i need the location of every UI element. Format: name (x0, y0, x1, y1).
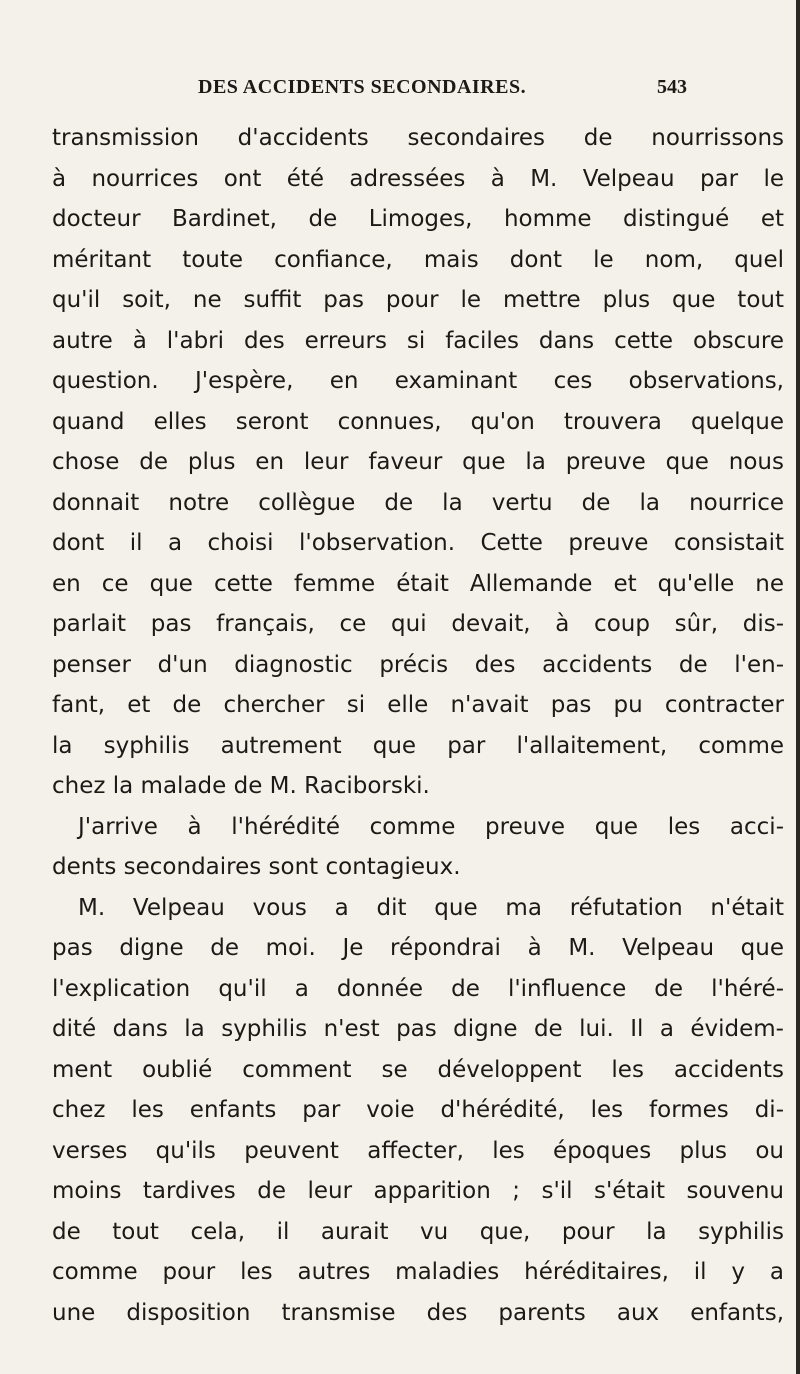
text-line: dité dans la syphilis n'est pas digne de lui. Il a évidem- (52, 1016, 784, 1042)
text-line: docteur Bardinet, de Limoges, homme distingué et (52, 206, 784, 232)
text-line: verses qu'ils peuvent affecter, les époques plus ou (52, 1137, 784, 1164)
body-text (52, 118, 784, 1333)
text-line: en ce que cette femme était Allemande et qu'elle ne (52, 570, 784, 597)
running-title: DES ACCIDENTS SECONDAIRES. (198, 76, 527, 98)
text-line: une disposition transmise des parents aux enfants, (52, 1299, 784, 1326)
text-line: ment oublié comment se développent les accidents (52, 1056, 784, 1083)
text-line: la syphilis autrement que par l'allaitement, comme (52, 732, 784, 759)
text-line: chez les enfants par voie d'hérédité, les formes di- (52, 1097, 784, 1123)
text-line: moins tardives de leur apparition ; s'il s'était souvenu (52, 1178, 784, 1204)
text-line: l'explication qu'il a donnée de l'influence de l'héré- (52, 975, 784, 1002)
text-line: penser d'un diagnostic précis des accidents de l'en- (52, 651, 784, 678)
running-header (0, 76, 800, 106)
text-line: pas digne de moi. Je répondrai à M. Velpeau que (52, 935, 784, 961)
text-line: transmission d'accidents secondaires de nourrissons (52, 125, 784, 151)
text-line: méritant toute confiance, mais dont le nom, quel (52, 246, 784, 273)
text-line: M. Velpeau vous a dit que ma réfutation n'était (78, 894, 784, 921)
text-line: comme pour les autres maladies héréditaires, il y a (52, 1259, 784, 1285)
text-line: à nourrices ont été adressées à M. Velpeau par le (52, 165, 784, 192)
text-line: qu'il soit, ne suffit pas pour le mettre plus que tout (52, 287, 784, 313)
text-line: parlait pas français, ce qui devait, à coup sûr, dis- (52, 611, 784, 637)
text-line: dents secondaires sont contagieux. (52, 854, 461, 880)
text-line: chez la malade de M. Raciborski. (52, 773, 430, 799)
text-line: quand elles seront connues, qu'on trouvera quelque (52, 408, 784, 435)
text-line: chose de plus en leur faveur que la preuve que nous (52, 449, 784, 475)
text-line: autre à l'abri des erreurs si faciles dans cette obscure (52, 327, 784, 354)
text-line: donnait notre collègue de la vertu de la nourrice (52, 489, 784, 516)
page-number: 543 (657, 76, 687, 98)
text-line: J'arrive à l'hérédité comme preuve que les acci- (78, 813, 784, 840)
text-line: dont il a choisi l'observation. Cette preuve consistait (52, 530, 784, 556)
text-line: de tout cela, il aurait vu que, pour la syphilis (52, 1218, 784, 1245)
text-line: fant, et de chercher si elle n'avait pas pu contracter (52, 692, 784, 718)
text-line: question. J'espère, en examinant ces observations, (52, 368, 784, 394)
